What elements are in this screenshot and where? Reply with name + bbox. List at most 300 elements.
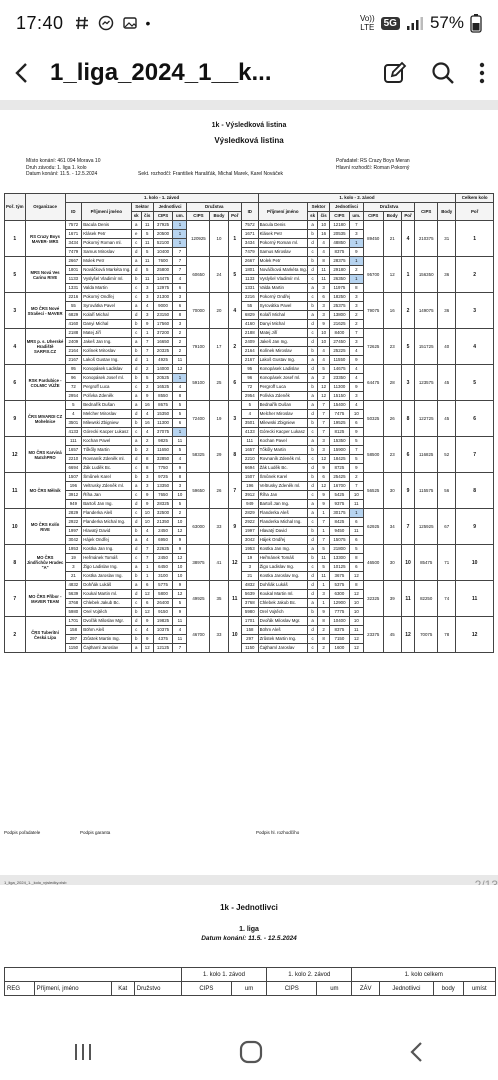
- table-cell: 123575: [415, 365, 438, 401]
- col-cips-1: CIPS: [153, 212, 173, 221]
- table-cell: d: [307, 482, 317, 491]
- table-cell: c: [131, 329, 141, 338]
- table-cell: 4: [349, 365, 363, 374]
- table-cell: 2: [173, 509, 187, 518]
- table-cell: 5: [173, 500, 187, 509]
- table-cell: Lakoš Gustav Ing.: [258, 356, 307, 365]
- table-cell: 2: [318, 626, 330, 635]
- table-cell: 5: [318, 563, 330, 572]
- table-cell: 4: [349, 374, 363, 383]
- table-cell: 2829: [241, 509, 258, 518]
- table-cell: 38975: [187, 545, 210, 581]
- table-cell: 23150: [153, 311, 173, 320]
- table-cell: 15075: [330, 536, 350, 545]
- document-title: 1_liga_2024_1__k...: [50, 59, 272, 86]
- table-cell: 7150: [330, 635, 350, 644]
- table-cell: 7: [318, 401, 330, 410]
- table-cell: 37075: [153, 428, 173, 437]
- table-cell: 1600: [330, 644, 350, 653]
- table-cell: 3: [228, 401, 241, 437]
- table-cell: 7479: [241, 248, 258, 257]
- table-cell: d: [307, 266, 317, 275]
- table-cell: 26: [210, 473, 228, 509]
- table-cell: 8: [349, 581, 363, 590]
- table-cell: 3: [141, 311, 153, 320]
- table-cell: 210375: [415, 221, 438, 257]
- table-cell: 19: [210, 401, 228, 437]
- table-cell: 5800: [153, 590, 173, 599]
- table-cell: a: [131, 437, 141, 446]
- table-cell: a: [131, 392, 141, 401]
- table-cell: 13350: [153, 482, 173, 491]
- table-cell: 49925: [187, 581, 210, 617]
- table-cell: 4: [141, 527, 153, 536]
- table-cell: 12: [401, 617, 414, 653]
- col-header-por: Poř. tým: [5, 194, 26, 221]
- table-cell: Zrůstek Martin Ing.: [258, 635, 307, 644]
- table-cell: 37200: [153, 329, 173, 338]
- table-cell: 32325: [363, 581, 383, 617]
- table-cell: 4925: [153, 356, 173, 365]
- table-cell: 9: [318, 320, 330, 329]
- table-cell: 2667: [65, 257, 82, 266]
- table-cell: 2: [349, 473, 363, 482]
- table-cell: 4: [241, 410, 258, 419]
- table-cell: 11550: [330, 356, 350, 365]
- table-cell: 3: [318, 311, 330, 320]
- table-cell: 45: [383, 617, 401, 653]
- table-cell: 25425: [330, 473, 350, 482]
- table-cell: 1: [173, 221, 187, 230]
- results-table: [4, 193, 494, 653]
- table-cell: 12975: [153, 284, 173, 293]
- table-cell: 11: [173, 617, 187, 626]
- table-cell: 3912: [65, 491, 82, 500]
- table-cell: Žigo Ladislav Ing.: [82, 563, 131, 572]
- table-cell: c: [307, 563, 317, 572]
- table-cell: 9: [173, 581, 187, 590]
- table-cell: Bacula Denis: [82, 221, 131, 230]
- table-cell: 5980: [65, 608, 82, 617]
- table-cell: Kochan Pavel: [82, 437, 131, 446]
- table-cell: 4: [318, 248, 330, 257]
- table-cell: d: [307, 536, 317, 545]
- table-cell: 55: [241, 302, 258, 311]
- table-cell: 10: [349, 599, 363, 608]
- table-cell: 5639: [65, 590, 82, 599]
- table-cell: 5: [349, 455, 363, 464]
- table-cell: Matej Jiří: [258, 329, 307, 338]
- table-cell: 2409: [241, 338, 258, 347]
- table-cell: 5: [141, 374, 153, 383]
- table-cell: 10: [349, 617, 363, 626]
- col-tcips-2: CIPS: [363, 212, 383, 221]
- table-cell: 12: [349, 572, 363, 581]
- table-cell: 9: [141, 491, 153, 500]
- table-cell: 5: [401, 329, 414, 365]
- page3-date: Datum konání: 11.5. - 12.5.2024: [201, 935, 297, 942]
- table-cell: 20: [210, 293, 228, 329]
- table-row: [5, 617, 494, 626]
- table-cell: 1671: [241, 230, 258, 239]
- table-cell: c: [131, 599, 141, 608]
- table-cell: 67: [438, 509, 456, 545]
- table-cell: 70075: [415, 617, 438, 653]
- table-cell: 1133: [241, 275, 258, 284]
- table-cell: 5375: [330, 581, 350, 590]
- table-cell: 1701: [241, 617, 258, 626]
- table-cell: Milewski Zbigniew: [258, 419, 307, 428]
- table-cell: d: [131, 455, 141, 464]
- table-cell: 2450: [153, 527, 173, 536]
- table-cell: 23375: [363, 617, 383, 653]
- table-cell: 2: [349, 320, 363, 329]
- table-cell: 5: [349, 437, 363, 446]
- table-cell: 5: [318, 545, 330, 554]
- table-cell: a: [131, 644, 141, 653]
- table-cell: 12: [173, 590, 187, 599]
- table-cell: 1801: [241, 266, 258, 275]
- col-sektor-2: Sektor: [307, 203, 329, 212]
- battery-text: 57%: [429, 13, 464, 32]
- table-cell: 11: [349, 626, 363, 635]
- table-cell: 151725: [415, 329, 438, 365]
- table-cell: 7: [228, 473, 241, 509]
- table-cell: 34: [383, 509, 401, 545]
- table-row: [5, 293, 494, 302]
- table-cell: 4: [5, 329, 26, 365]
- table-cell: 12: [318, 455, 330, 464]
- table-cell: 3: [349, 338, 363, 347]
- table-cell: a: [131, 338, 141, 347]
- table-cell: 4832: [65, 581, 82, 590]
- table-cell: 21: [383, 221, 401, 257]
- table-cell: 2: [401, 293, 414, 329]
- table-cell: 14675: [330, 365, 350, 374]
- document-viewer[interactable]: [0, 100, 498, 1024]
- table-cell: c: [131, 464, 141, 473]
- table-cell: 3: [349, 293, 363, 302]
- table-cell: 27450: [330, 338, 350, 347]
- table-cell: 72: [241, 383, 258, 392]
- table-cell: 13300: [330, 554, 350, 563]
- table-cell: Kochan Pavel: [258, 437, 307, 446]
- table-cell: Bednařík Dušan: [82, 401, 131, 410]
- table-cell: 2922: [65, 518, 82, 527]
- col-um-2: um.: [349, 212, 363, 221]
- table-cell: Jakeš Jan Ing.: [82, 338, 131, 347]
- col-header-kolo1: 1. kolo - 1. závod: [65, 194, 258, 203]
- table-row: [5, 437, 494, 446]
- table-cell: 7: [318, 518, 330, 527]
- table-cell: 12: [318, 482, 330, 491]
- table-cell: 23: [383, 437, 401, 473]
- table-cell: 9: [349, 428, 363, 437]
- back-nav-icon[interactable]: [407, 1040, 427, 1064]
- table-cell: 2: [141, 383, 153, 392]
- table-cell: 10: [349, 608, 363, 617]
- table-cell: 95700: [363, 257, 383, 293]
- table-cell: Kostka Jaroslav Ing.: [258, 572, 307, 581]
- table-cell: Tőkőly Martin: [82, 446, 131, 455]
- page3-title: 1. liga: [239, 926, 259, 933]
- table-cell: 12: [349, 644, 363, 653]
- table-cell: 2667: [241, 257, 258, 266]
- table-cell: Melcher Miroslav: [258, 410, 307, 419]
- table-cell: d: [131, 356, 141, 365]
- table-cell: 5425: [330, 491, 350, 500]
- table-cell: 1: [228, 221, 241, 257]
- table-cell: 9: [228, 509, 241, 545]
- page3-header: 1k - Jednotlivci: [220, 903, 278, 912]
- table-cell: 10375: [153, 626, 173, 635]
- table-cell: b: [131, 635, 141, 644]
- table-cell: 6: [173, 284, 187, 293]
- table-cell: 1331: [241, 284, 258, 293]
- col-jednotlivci-2: Jednotlivci: [330, 203, 364, 212]
- table-cell: 4: [349, 401, 363, 410]
- table-cell: c: [131, 383, 141, 392]
- table-cell: 19825: [153, 617, 173, 626]
- table-cell: d: [307, 410, 317, 419]
- table-cell: 72: [65, 383, 82, 392]
- table-cell: 9: [141, 635, 153, 644]
- table-cell: 50325: [363, 401, 383, 437]
- table-cell: 63000: [187, 509, 210, 545]
- table-cell: 5: [65, 401, 82, 410]
- table-cell: 5: [141, 230, 153, 239]
- table-cell: 16650: [153, 338, 173, 347]
- table-cell: Heřmánek Tomáš: [258, 554, 307, 563]
- table-cell: 16700: [330, 482, 350, 491]
- col-body-1: Body: [210, 212, 228, 221]
- table-cell: 4: [141, 536, 153, 545]
- table-cell: Kolínek Miroslav: [82, 347, 131, 356]
- table-cell: 1: [401, 257, 414, 293]
- meta-left: Místo konání: 461 094 Morava 10 Druh závodu: 1. liga 1. kolo Datum konání: 11.5. - 12.5.2024: [26, 158, 101, 177]
- table-cell: 89450: [363, 221, 383, 257]
- table-cell: Bartoš Jan Ing.: [258, 500, 307, 509]
- table-cell: 156350: [415, 257, 438, 293]
- table-row: [5, 473, 494, 482]
- table-row: [5, 257, 494, 266]
- table-cell: Molek Petr: [82, 257, 131, 266]
- table-cell: 3: [318, 437, 330, 446]
- back-arrow-icon[interactable]: [12, 61, 32, 85]
- table-cell: 3434: [241, 239, 258, 248]
- pdf-page-2: [0, 110, 498, 885]
- table-cell: 15900: [330, 446, 350, 455]
- table-cell: b: [131, 572, 141, 581]
- table-cell: Koukal Martin ml.: [82, 590, 131, 599]
- table-cell: 16: [318, 230, 330, 239]
- table-cell: 46500: [363, 545, 383, 581]
- table-cell: 1: [456, 221, 494, 257]
- table-cell: 115575: [415, 473, 438, 509]
- table-cell: 82250: [415, 581, 438, 617]
- table-cell: 11: [318, 266, 330, 275]
- table-cell: 3: [141, 482, 153, 491]
- table-cell: MO ČRS Příbor - MAVER TEAM: [25, 581, 65, 617]
- table-cell: 7: [5, 581, 26, 617]
- table-cell: 9: [318, 500, 330, 509]
- table-cell: 10: [349, 410, 363, 419]
- p3-col-jed: Jednotlivci: [379, 982, 433, 996]
- table-cell: 11: [173, 635, 187, 644]
- table-cell: 949: [241, 500, 258, 509]
- table-cell: 78: [438, 617, 456, 653]
- table-cell: 20535: [330, 230, 350, 239]
- table-cell: Žigo Ladislav Ing.: [258, 563, 307, 572]
- table-cell: 3501: [241, 419, 258, 428]
- table-cell: Veltrusky Zdeněk ml.: [258, 482, 307, 491]
- table-cell: 1: [349, 509, 363, 518]
- table-cell: 5: [173, 401, 187, 410]
- table-cell: 11: [141, 239, 153, 248]
- table-cell: 6: [349, 518, 363, 527]
- table-cell: Žák Luděk Bc.: [258, 464, 307, 473]
- table-cell: 9725: [153, 473, 173, 482]
- table-cell: 4: [141, 626, 153, 635]
- col-sk-1: sk: [131, 212, 141, 221]
- table-cell: 10400: [153, 248, 173, 257]
- table-cell: Říha Jan: [258, 491, 307, 500]
- table-cell: 3: [141, 284, 153, 293]
- table-cell: 1997: [241, 527, 258, 536]
- search-icon[interactable]: [430, 60, 456, 86]
- table-cell: 25: [210, 365, 228, 401]
- table-cell: 1657: [65, 446, 82, 455]
- table-cell: 37925: [153, 221, 173, 230]
- table-cell: 79100: [187, 329, 210, 365]
- table-cell: Chlebek Jakub Bc.: [258, 599, 307, 608]
- table-cell: 6950: [153, 536, 173, 545]
- table-cell: d: [131, 266, 141, 275]
- table-cell: 74: [438, 581, 456, 617]
- table-cell: 30175: [330, 509, 350, 518]
- table-cell: 45: [438, 401, 456, 437]
- table-cell: d: [307, 590, 317, 599]
- table-cell: 1: [141, 329, 153, 338]
- col-header-kolo2: 1. kolo - 2. závod: [258, 194, 456, 203]
- individuals-table: [4, 967, 496, 996]
- table-cell: 7750: [153, 464, 173, 473]
- p3-col-zav: ZÁV: [352, 982, 379, 996]
- table-cell: 122725: [415, 401, 438, 437]
- table-cell: 8: [318, 617, 330, 626]
- table-cell: 158: [241, 626, 258, 635]
- table-cell: 6829: [241, 311, 258, 320]
- edit-icon[interactable]: [382, 60, 408, 86]
- table-cell: MO ČRS Kolín RIVE: [25, 509, 65, 545]
- table-cell: Dohňák Lukáš: [258, 581, 307, 590]
- volte-indicator: Vo)) LTE: [359, 14, 375, 32]
- table-cell: 6: [141, 599, 153, 608]
- table-cell: Bacula Denis: [258, 221, 307, 230]
- table-cell: Valda Martin: [82, 284, 131, 293]
- table-cell: 1507: [241, 473, 258, 482]
- col-jmeno-2: Příjmení jméno: [258, 203, 307, 221]
- recent-apps-icon[interactable]: [71, 1040, 95, 1064]
- table-cell: 8400: [330, 329, 350, 338]
- table-cell: a: [307, 392, 317, 401]
- p3-col-k2: 1. kolo 2. závod: [267, 968, 352, 982]
- table-cell: 12: [318, 383, 330, 392]
- table-cell: 3042: [241, 536, 258, 545]
- table-cell: 11: [349, 500, 363, 509]
- table-cell: 8: [141, 464, 153, 473]
- table-cell: 11: [141, 275, 153, 284]
- table-cell: a: [307, 509, 317, 518]
- table-cell: 7: [173, 257, 187, 266]
- table-cell: d: [131, 248, 141, 257]
- table-cell: 11: [228, 581, 241, 617]
- table-cell: 41: [210, 545, 228, 581]
- more-options-icon[interactable]: [478, 60, 486, 86]
- table-cell: 36: [438, 257, 456, 293]
- home-icon[interactable]: [238, 1039, 264, 1065]
- table-cell: 95: [241, 365, 258, 374]
- table-cell: 2954: [65, 392, 82, 401]
- table-cell: 10: [141, 518, 153, 527]
- table-cell: 56525: [363, 473, 383, 509]
- table-cell: 9: [318, 491, 330, 500]
- table-cell: Pokorný Ondřej: [82, 293, 131, 302]
- table-cell: a: [307, 500, 317, 509]
- table-cell: c: [307, 428, 317, 437]
- table-cell: 11: [456, 581, 494, 617]
- table-cell: c: [307, 248, 317, 257]
- table-cell: 20500: [153, 230, 173, 239]
- table-cell: c: [307, 455, 317, 464]
- table-cell: 26400: [153, 599, 173, 608]
- table-cell: Hlavatý David: [258, 527, 307, 536]
- table-cell: d: [131, 500, 141, 509]
- table-cell: 12: [318, 392, 330, 401]
- table-cell: 2167: [241, 356, 258, 365]
- table-cell: 15350: [153, 410, 173, 419]
- table-cell: Polívka Zdeněk: [258, 392, 307, 401]
- table-cell: 2922: [241, 518, 258, 527]
- table-cell: Vyslyšel Vladimír ml.: [82, 275, 131, 284]
- table-cell: Dvořák Miloslav Mgr.: [258, 617, 307, 626]
- table-cell: 1: [141, 356, 153, 365]
- col-cis-2: čís: [318, 212, 330, 221]
- meta-right: Pořadatel: RS Crazy Boys Meran Hlavní rozhodčí: Roman Pokorný: [336, 158, 410, 171]
- meta-judges: Sekt. rozhodčí: František Harašťák, Michal Marek, Karel Nováček: [138, 171, 283, 177]
- table-cell: 11: [318, 572, 330, 581]
- col-jednotlivci-1: Jednotlivci: [153, 203, 187, 212]
- table-cell: 5: [5, 257, 26, 293]
- table-cell: 19: [65, 554, 82, 563]
- table-cell: 7: [349, 482, 363, 491]
- table-cell: Lakoš Gustav Ing.: [82, 356, 131, 365]
- p3-col-cips1: CIPS: [181, 982, 231, 996]
- table-cell: a: [307, 401, 317, 410]
- table-cell: 11: [318, 275, 330, 284]
- p3-col-cips2: CIPS: [267, 982, 317, 996]
- table-cell: 21350: [153, 518, 173, 527]
- table-cell: 12: [5, 437, 26, 473]
- table-cell: Danyi Michal: [82, 320, 131, 329]
- table-cell: a: [307, 284, 317, 293]
- table-cell: 6: [141, 581, 153, 590]
- table-cell: Molek Petr: [258, 257, 307, 266]
- table-cell: 4: [349, 347, 363, 356]
- table-cell: Kostka Jan Ing.: [258, 545, 307, 554]
- table-cell: 18425: [330, 455, 350, 464]
- table-cell: b: [131, 473, 141, 482]
